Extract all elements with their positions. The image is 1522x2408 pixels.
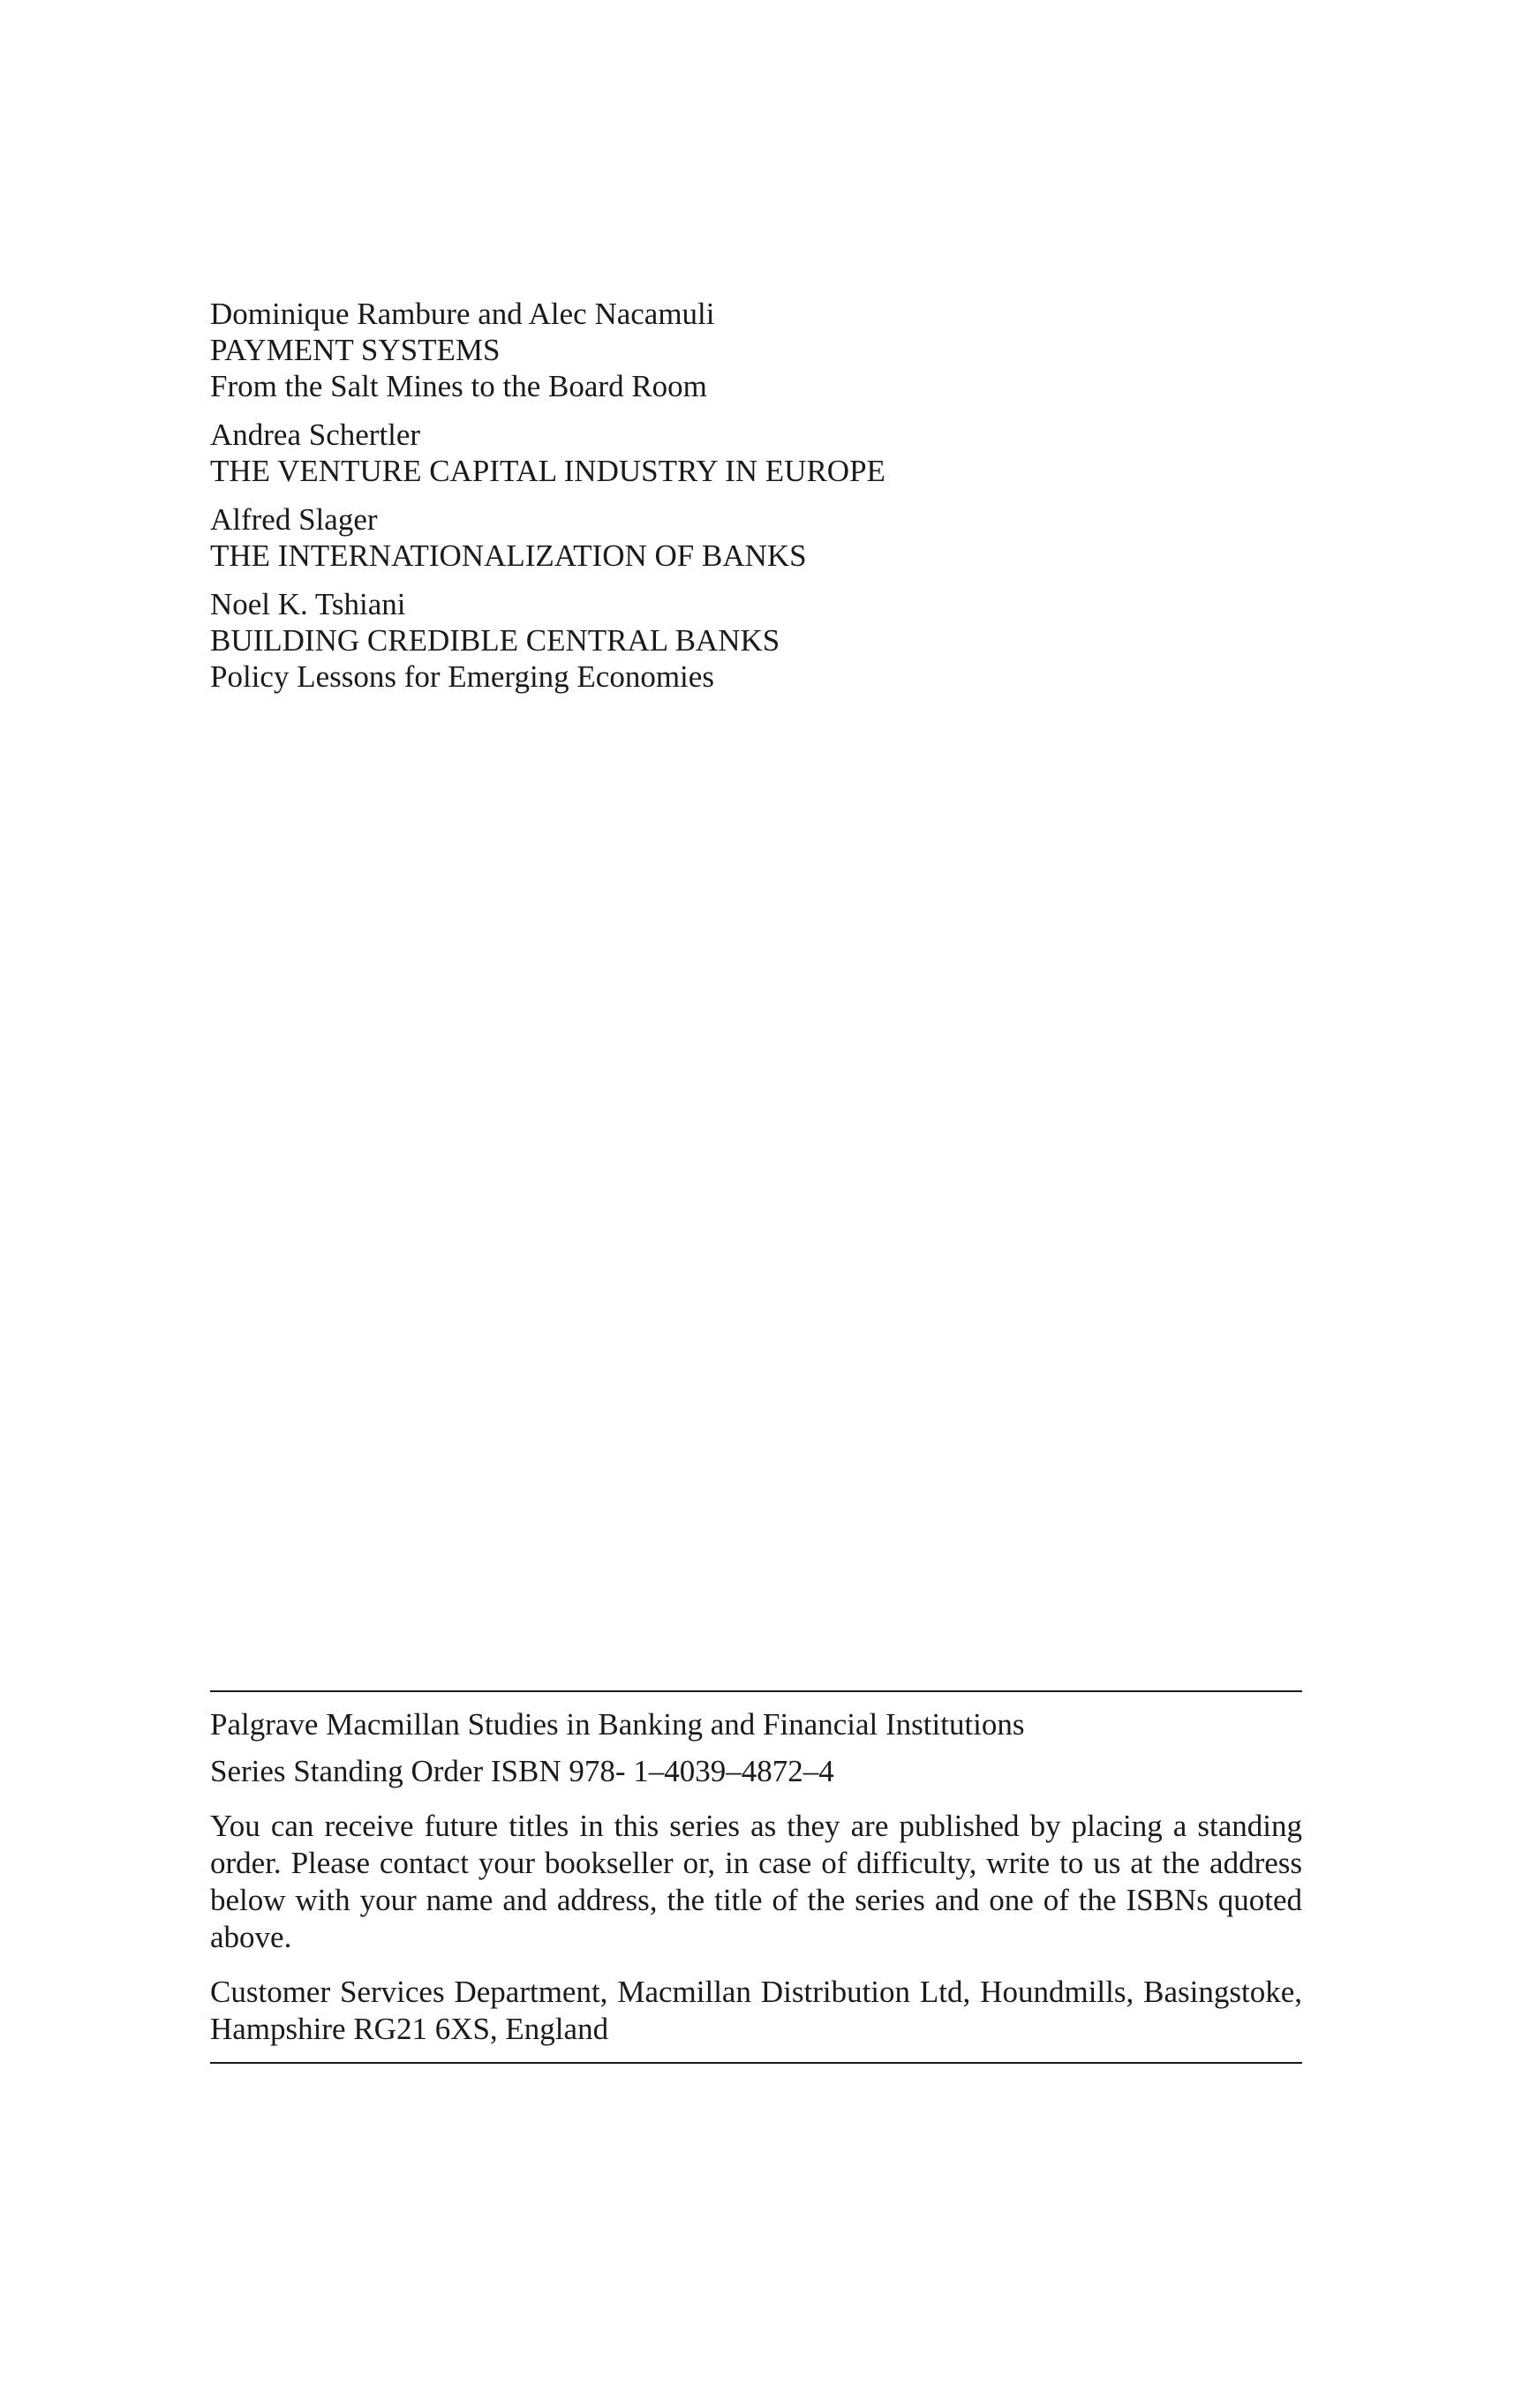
- book-entry: [210, 296, 1305, 404]
- book-entry: [210, 586, 1305, 695]
- book-author: Dominique Rambure and Alec Nacamuli: [210, 297, 715, 331]
- book-author: Andrea Schertler: [210, 418, 421, 452]
- series-name: Palgrave Macmillan Studies in Banking and Financial Institutions: [210, 1707, 1025, 1742]
- book-title: BUILDING CREDIBLE CENTRAL BANKS: [210, 623, 780, 658]
- book-subtitle: Policy Lessons for Emerging Economies: [210, 659, 714, 694]
- series-book-list: [210, 296, 1305, 707]
- series-standing-order-isbn: Series Standing Order ISBN 978- 1–4039–4872–4: [210, 1754, 834, 1788]
- book-entry: [210, 501, 1305, 574]
- book-author: Noel K. Tshiani: [210, 587, 406, 621]
- series-information-box: [210, 1690, 1302, 2064]
- book-entry: [210, 417, 1305, 489]
- book-title: PAYMENT SYSTEMS: [210, 333, 501, 367]
- top-divider: [210, 1690, 1302, 1692]
- customer-services-address: Customer Services Department, Macmillan Distribution Ltd, Houndmills, Basingstoke, Hampshire RG21 6XS, England: [210, 1975, 1302, 2046]
- standing-order-instructions: You can receive future titles in this series as they are published by placing a standing order. Please contact your bookseller or, in case of difficulty, write to us at the address below with your name and address, the title of the series and one of the ISBNs quoted above.: [210, 1809, 1302, 1954]
- book-title: THE INTERNATIONALIZATION OF BANKS: [210, 538, 807, 573]
- book-title: THE VENTURE CAPITAL INDUSTRY IN EUROPE: [210, 454, 885, 488]
- book-author: Alfred Slager: [210, 502, 378, 537]
- book-subtitle: From the Salt Mines to the Board Room: [210, 369, 707, 403]
- bottom-divider: [210, 2062, 1302, 2064]
